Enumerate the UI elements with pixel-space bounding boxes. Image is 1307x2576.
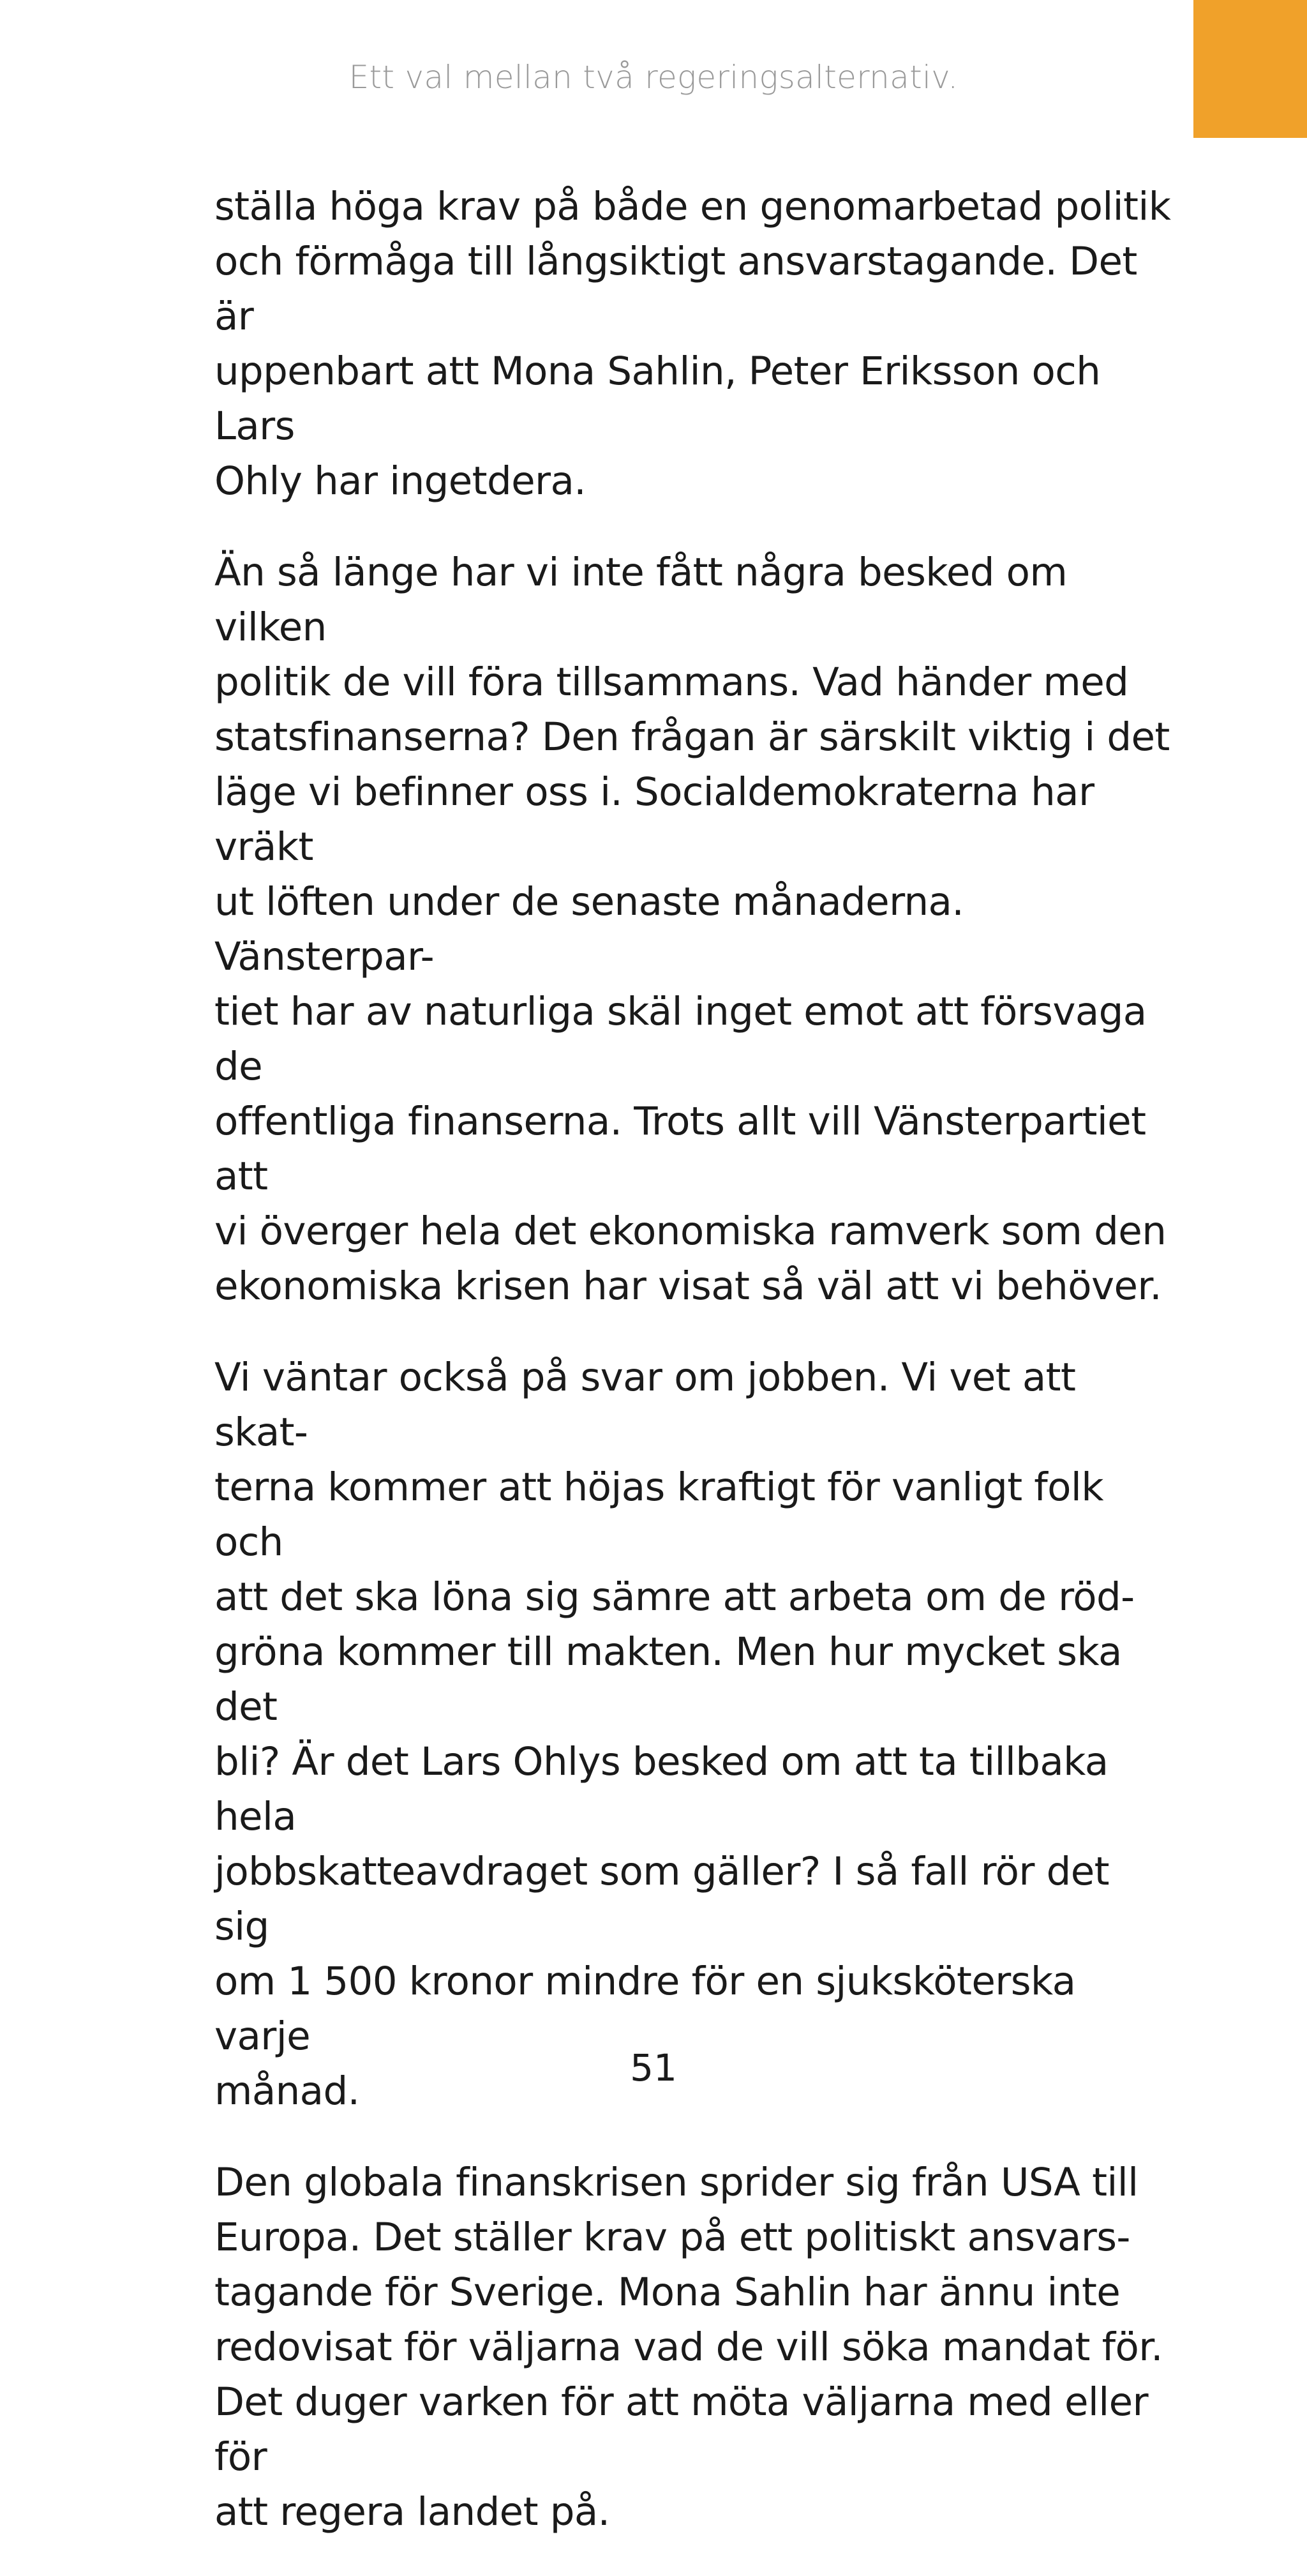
paragraph-4: Den globala finanskrisen sprider sig från USA till Europa. Det ställer krav på ett politiskt ansvars- tagande för Sverige. Mona Sahlin har ännu inte redovisat för väljarna vad de vill söka mandat för. Det duger varken för att möta väljarna med eller för att regera landet på. bbox=[214, 2160, 1163, 2535]
body-text bbox=[214, 179, 1172, 2576]
page-number: 51 bbox=[630, 2046, 677, 2090]
paragraph-3: Vi väntar också på svar om jobben. Vi vet att skat- terna kommer att höjas kraftigt för vanligt folk och att det ska löna sig sämre att arbeta om de röd- gröna kommer till makten. Men hur mycket ska det bli? Är det Lars Ohlys besked om att ta tillbaka hela jobbskatteavdraget som gäller? I så fall rör det sig om 1 500 kronor mindre för en sjuksköterska varje månad. bbox=[214, 1355, 1135, 2114]
paragraph-1: ställa höga krav på både en genomarbetad politik och förmåga till långsiktigt ansvarstagande. Det är uppenbart att Mona Sahlin, Peter Eriksson och Lars Ohly har ingetdera. bbox=[214, 184, 1171, 504]
paragraph-2: Än så länge har vi inte fått några besked om vilken politik de vill föra tillsammans. Vad händer med statsfinanserna? Den frågan är särskilt viktig i det läge vi befinner oss i. Socialdemokraterna har vräkt ut löften under de senaste månaderna. Vänsterpar- tiet har av naturliga skäl inget emot att försvaga de offentliga finanserna. Trots allt vill Vänsterpartiet att vi överger hela det ekonomiska ramverk som den ekonomiska krisen har visat så väl att vi behöver. bbox=[214, 550, 1170, 1309]
running-header: Ett val mellan två regeringsalternativ. bbox=[348, 59, 959, 96]
